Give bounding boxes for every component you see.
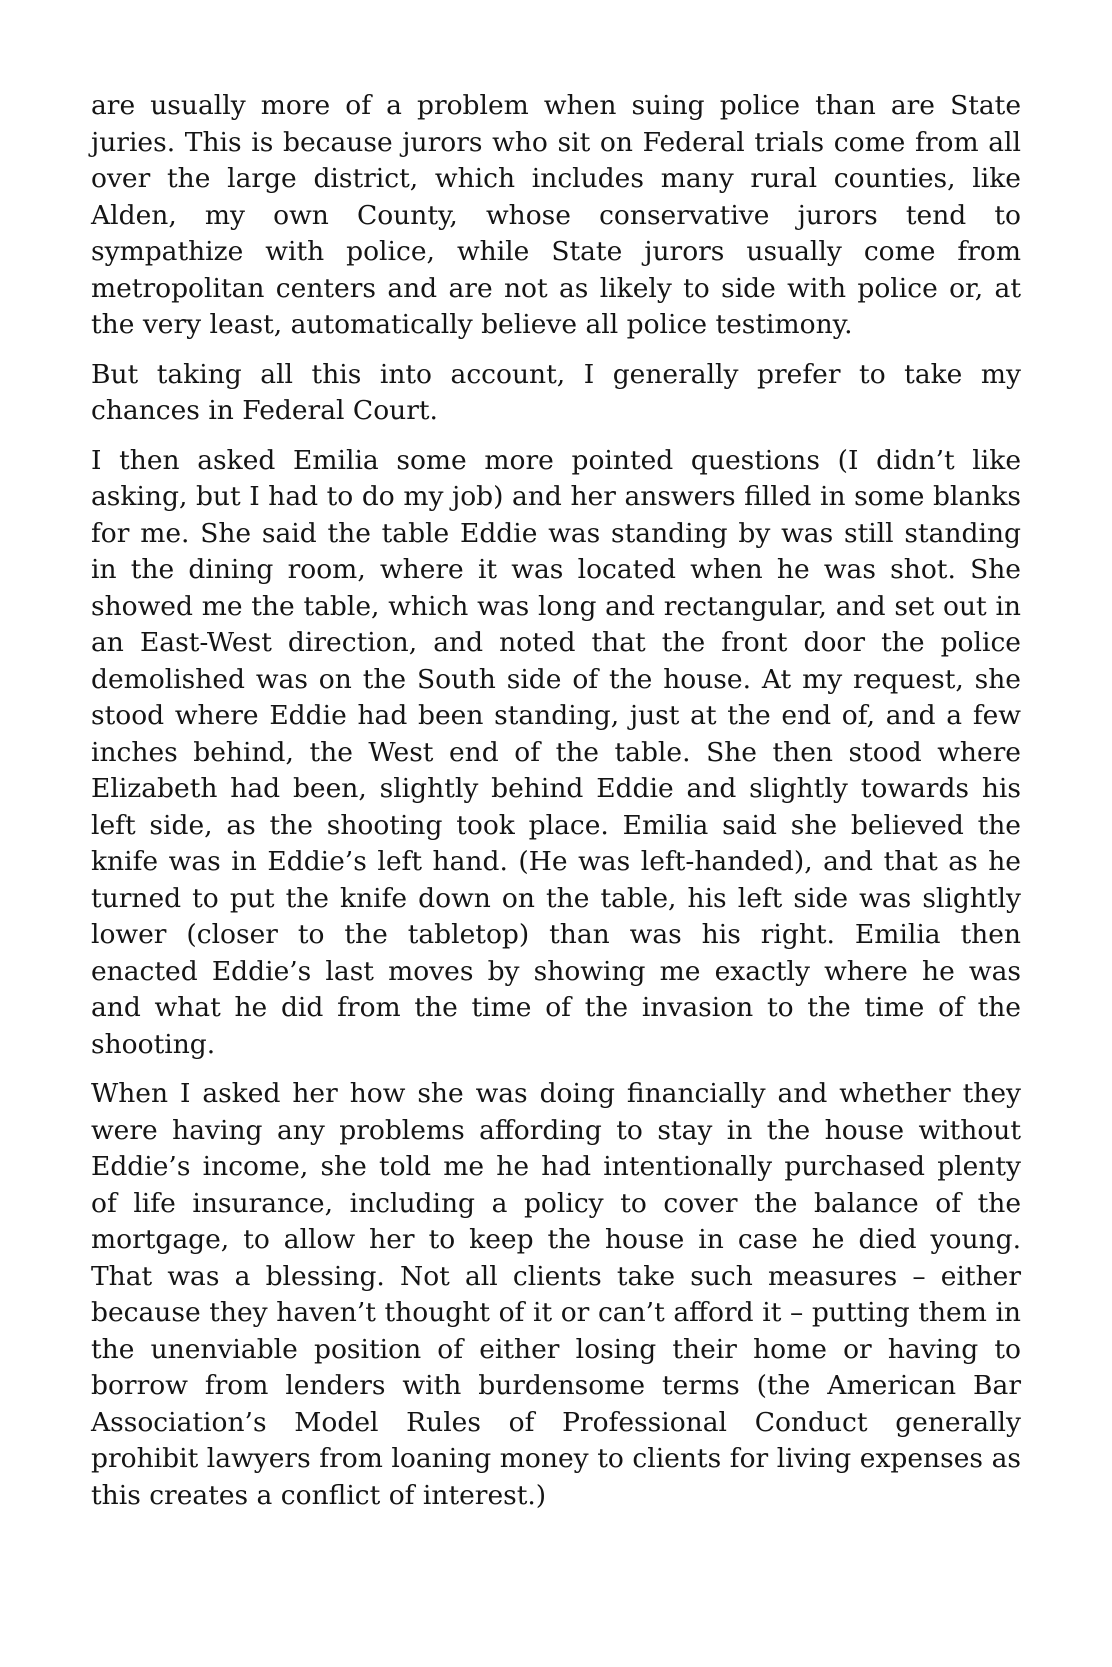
paragraph-federal-court-preference: But taking all this into account, I generally prefer to take my chances in Federal Court.: [91, 358, 1021, 426]
paragraph-financial-situation: When I asked her how she was doing financially and whether they were having any problems affording to stay in the house without Eddie’s income, she told me he had intentionally purchased plenty of life insurance, including a policy to cover the balance of the mortgage, to allow her to keep the house in case he died young. That was a blessing. Not all clients take such measures – either because they haven’t thought of it or can’t afford it – putting them in the unenviable position of either losing their home or having to borrow from lenders with burdensome terms (the American Bar Association’s Model Rules of Professional Conduct generally prohibit lawyers from loaning money to clients for living expenses as this creates a conflict of interest.): [91, 1078, 1021, 1511]
page-body: [91, 88, 1021, 1527]
paragraph-emilia-questions: I then asked Emilia some more pointed questions (I didn’t like asking, but I had to do my job) and her answers filled in some blanks for me. She said the table Eddie was standing by was still standing in the dining room, where it was located when he was shot. She showed me the table, which was long and rectangular, and set out in an East-West direction, and noted that the front door the police demolished was on the South side of the house. At my request, she stood where Eddie had been standing, just at the end of, and a few inches behind, the West end of the table. She then stood where Elizabeth had been, slightly behind Eddie and slightly towards his left side, as the shooting took place. Emilia said she believed the knife was in Eddie’s left hand. (He was left-handed), and that as he turned to put the knife down on the table, his left side was slightly lower (closer to the tabletop) than was his right. Emilia then enacted Eddie’s last moves by showing me exactly where he was and what he did from the time of the invasion to the time of the shooting.: [91, 444, 1021, 1060]
paragraph-jury-comparison: are usually more of a problem when suing police than are State juries. This is because jurors who sit on Federal trials come from all over the large district, which includes many rural counties, like Alden, my own County, whose conservative jurors tend to sympathize with police, while State jurors usually come from metropolitan centers and are not as likely to side with police or, at the very least, automatically believe all police testimony.: [91, 90, 1021, 340]
